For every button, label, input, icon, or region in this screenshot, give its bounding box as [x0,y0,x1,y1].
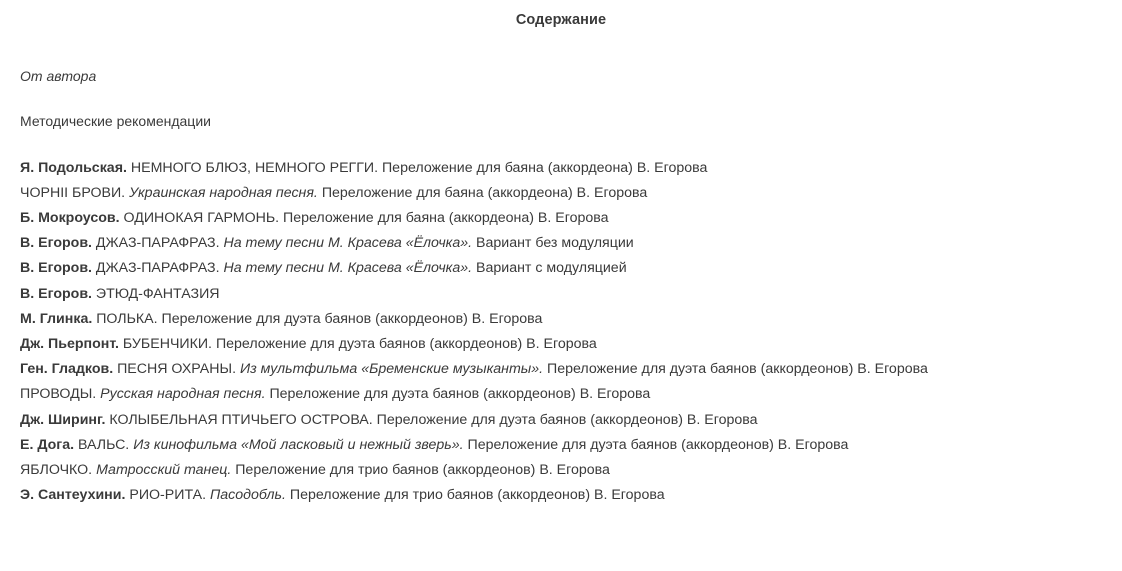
toc-entry[interactable] [20,309,1102,330]
toc-entry-segment: В. Егоров. [20,260,92,277]
toc-entry-segment: Переложение для дуэта баянов (аккордеонов) В. Егорова [543,361,928,378]
toc-entry-segment: Вариант без модуляции [472,235,634,252]
toc-entry[interactable] [20,435,1102,456]
toc-entry-segment: ЧОРНII БРОВИ. [20,184,130,201]
toc-entry-segment: Русская народная песня. [100,386,266,403]
table-of-contents [0,158,1122,507]
toc-entry-segment: ПОЛЬКА. Переложение для дуэта баянов (аккордеонов) В. Егорова [92,310,543,327]
toc-entry[interactable] [20,158,1102,179]
toc-entry-segment: НЕМНОГО БЛЮЗ, НЕМНОГО РЕГГИ. Переложение для баяна (аккордеона) В. Егорова [126,159,708,176]
toc-entry-segment: КОЛЫБЕЛЬНАЯ ПТИЧЬЕГО ОСТРОВА. Переложение для дуэта баянов (аккордеонов) В. Егорова [105,411,758,428]
toc-entry-segment: ВАЛЬС. [74,436,134,453]
toc-entry-segment: Из кинофильма «Мой ласковый и нежный зверь». [133,436,464,453]
toc-entry-segment: Переложение для трио баянов (аккордеонов) В. Егорова [285,487,665,504]
front-matter-item: Методические рекомендации [20,112,211,129]
toc-entry-segment: БУБЕНЧИКИ. Переложение для дуэта баянов (аккордеонов) В. Егорова [118,336,597,353]
toc-entry[interactable] [20,208,1102,229]
toc-entry-segment: ДЖАЗ-ПАРАФРАЗ. [91,260,224,277]
toc-entry-segment: Переложение для дуэта баянов (аккордеонов) В. Егорова [265,386,651,403]
front-matter-section [0,68,1122,130]
toc-entry-segment: Пасодобль. [210,487,286,504]
toc-entry-segment: Б. Мокроусов. [20,210,120,226]
toc-entry[interactable] [20,258,1102,279]
toc-entry-segment: Переложение для трио баянов (аккордеонов) В. Егорова [231,462,610,479]
toc-entry[interactable] [20,233,1102,254]
toc-entry-segment: В. Егоров. [20,235,92,252]
toc-entry-segment: ПЕСНЯ ОХРАНЫ. [113,361,240,378]
toc-entry-segment: М. Глинка. [20,310,93,327]
toc-entry-segment: В. Егоров. [20,285,92,302]
toc-entry-segment: Ген. Гладков. [20,361,114,378]
toc-entry-segment: Из мультфильма «Бременские музыканты». [239,361,544,378]
toc-entry-segment: Дж. Пьерпонт. [20,336,119,353]
toc-entry-segment: Э. Сантеухини. [20,487,126,504]
toc-entry-segment: ОДИНОКАЯ ГАРМОНЬ. Переложение для баяна (аккордеона) В. Егорова [119,210,609,226]
front-matter-item: От автора [20,68,97,84]
page-title: Содержание [515,12,607,28]
toc-entry[interactable] [20,410,1102,431]
toc-entry[interactable] [20,460,1102,481]
toc-entry-segment: Е. Дога. [20,436,75,453]
toc-entry-segment: Переложение для дуэта баянов (аккордеонов) В. Егорова [463,436,849,453]
toc-entry-segment: Вариант с модуляцией [472,260,627,277]
toc-entry-segment: ПРОВОДЫ. [20,386,101,403]
toc-entry-segment: ЯБЛОЧКО. [20,462,97,479]
toc-entry[interactable] [20,284,1102,305]
toc-entry-segment: ДЖАЗ-ПАРАФРАЗ. [91,235,224,252]
toc-entry-segment: РИО-РИТА. [125,487,210,504]
toc-entry[interactable] [20,485,1102,506]
toc-entry-segment: Переложение для баяна (аккордеона) В. Егорова [317,184,648,201]
toc-entry-segment: На тему песни М. Красева «Ёлочка». [223,235,473,252]
toc-entry[interactable] [20,334,1102,355]
toc-entry[interactable] [20,359,1102,380]
toc-entry-segment: Матросский танец. [96,462,232,479]
toc-entry-segment: ЭТЮД-ФАНТАЗИЯ [91,285,220,302]
document-page [0,12,1122,571]
toc-entry-segment: Дж. Ширинг. [20,411,106,428]
toc-entry-segment: Украинская народная песня. [129,184,318,201]
toc-entry[interactable] [20,183,1102,204]
toc-entry[interactable] [20,384,1102,405]
toc-entry-segment: На тему песни М. Красева «Ёлочка». [223,260,473,277]
toc-entry-segment: Я. Подольская. [20,159,127,176]
